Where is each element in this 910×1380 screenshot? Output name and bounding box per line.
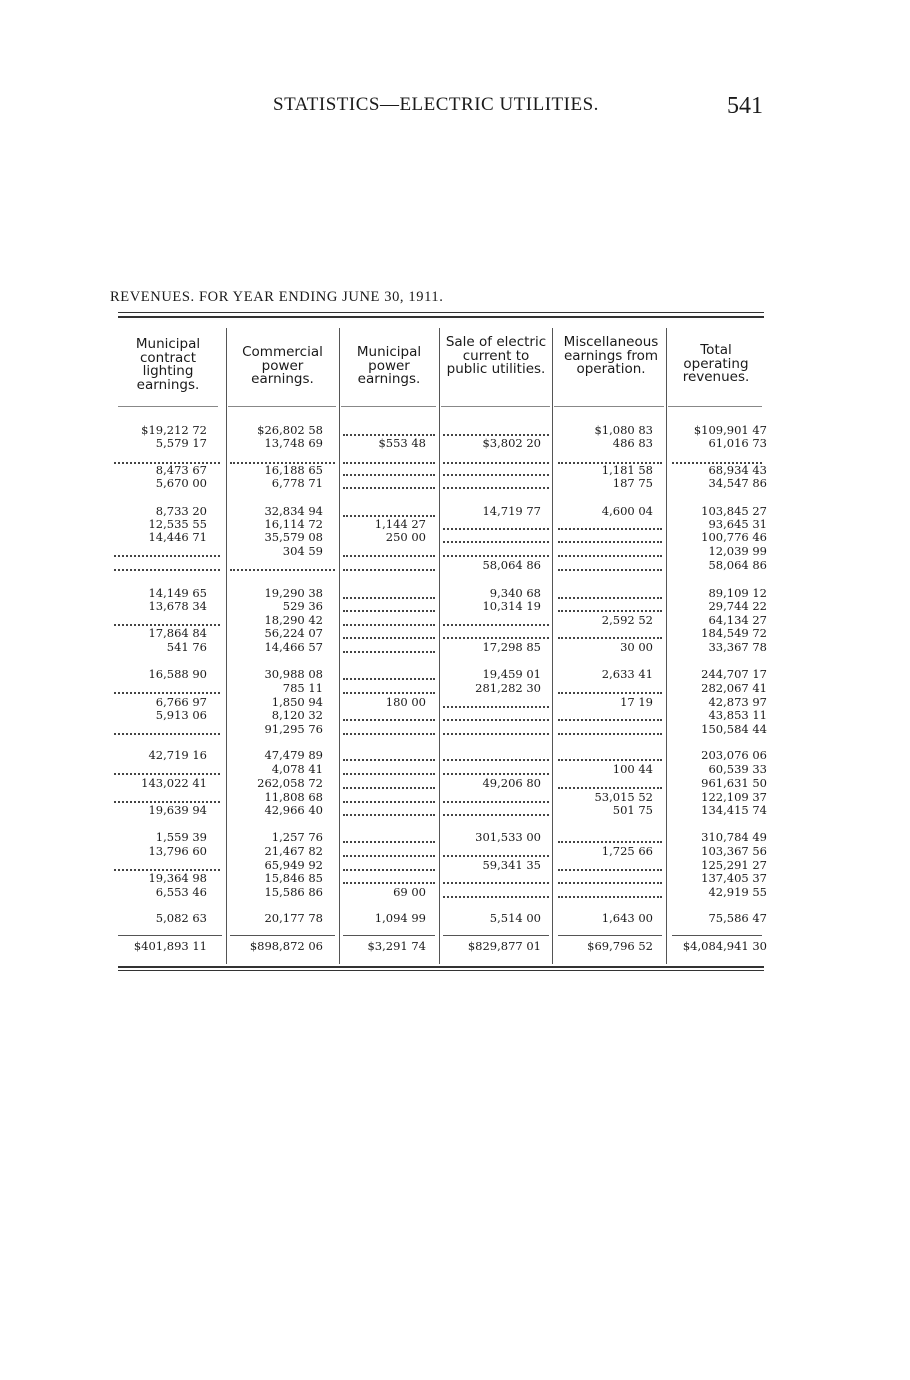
dot-leader — [343, 474, 435, 489]
dot-leader — [343, 801, 435, 816]
dot-leader — [114, 556, 220, 571]
table-cell: 32,834 94 — [264, 504, 323, 518]
table-cell: 529 36 — [282, 599, 323, 613]
table-cell: 13,678 34 — [148, 599, 207, 613]
table-cell: 30,988 08 — [264, 667, 323, 681]
dot-leader — [114, 720, 220, 735]
table-cell: 14,719 77 — [482, 504, 541, 518]
column-header-commercial-power: Commercial power earnings. — [242, 344, 323, 387]
table-cell: 35,579 08 — [264, 530, 323, 544]
column-header-municipal-lighting: Municipal contract lighting earnings. — [135, 336, 201, 393]
table-cell: $26,802 58 — [257, 423, 323, 437]
header-rule — [668, 406, 762, 407]
table-cell: 42,966 40 — [264, 803, 323, 817]
total-cell: $3,291 74 — [367, 939, 426, 953]
table-cell: 65,949 92 — [264, 858, 323, 872]
table-cell: $1,080 83 — [594, 423, 653, 437]
table-top-rule — [118, 312, 764, 313]
table-cell: 11,808 68 — [264, 790, 323, 804]
total-cell: $401,893 11 — [133, 939, 207, 953]
dot-leader — [114, 611, 220, 626]
table-cell: 6,553 46 — [155, 885, 207, 899]
table-cell: 34,547 86 — [708, 476, 767, 490]
dot-leader — [558, 883, 662, 898]
dot-leader — [114, 679, 220, 694]
header-rule — [441, 406, 550, 407]
table-cell: 150,584 44 — [701, 722, 767, 736]
table-cell: 29,744 22 — [708, 599, 767, 613]
table-cell: 53,015 52 — [594, 790, 653, 804]
column-divider — [666, 328, 667, 964]
table-cell: 244,707 17 — [701, 667, 767, 681]
table-cell: 184,549 72 — [701, 626, 767, 640]
table-cell: 961,631 50 — [701, 776, 767, 790]
table-cell: 501 75 — [612, 803, 653, 817]
table-cell: 49,206 80 — [482, 776, 541, 790]
table-cell: 301,533 00 — [475, 830, 541, 844]
totals-rule — [672, 935, 762, 936]
table-cell: 1,257 76 — [271, 830, 323, 844]
table-cell: 1,094 99 — [374, 911, 426, 925]
header-rule — [554, 406, 664, 407]
table-cell: 100,776 46 — [701, 530, 767, 544]
table-cell: 13,796 60 — [148, 844, 207, 858]
table-cell: 4,600 04 — [601, 504, 653, 518]
header-rule — [341, 406, 436, 407]
table-title: REVENUES. FOR YEAR ENDING JUNE 30, 1911. — [110, 289, 444, 305]
header-rule — [118, 406, 218, 407]
dot-leader — [443, 801, 549, 816]
table-cell: 486 83 — [612, 436, 653, 450]
table-cell: 43,853 11 — [708, 708, 767, 722]
table-cell: 137,405 37 — [701, 871, 767, 885]
table-cell: 15,846 85 — [264, 871, 323, 885]
table-cell: 16,114 72 — [264, 517, 323, 531]
dot-leader — [114, 788, 220, 803]
table-cell: 59,341 35 — [482, 858, 541, 872]
table-cell: 19,459 01 — [482, 667, 541, 681]
dot-leader — [114, 856, 220, 871]
table-cell: 8,120 32 — [271, 708, 323, 722]
column-divider — [552, 328, 553, 964]
table-cell: 68,934 43 — [708, 463, 767, 477]
table-cell: 20,177 78 — [264, 911, 323, 925]
column-header-sale-to-utilities: Sale of electric current to public utilities. — [445, 334, 547, 377]
table-cell: 13,748 69 — [264, 436, 323, 450]
dot-leader — [443, 720, 549, 735]
totals-rule — [343, 935, 435, 936]
table-cell: 4,078 41 — [271, 762, 323, 776]
table-cell: 91,295 76 — [264, 722, 323, 736]
total-cell: $829,877 01 — [467, 939, 541, 953]
table-cell: 134,415 74 — [701, 803, 767, 817]
table-cell: 2,633 41 — [601, 667, 653, 681]
table-cell: 17,864 84 — [148, 626, 207, 640]
column-divider — [439, 328, 440, 964]
table-cell: 14,466 57 — [264, 640, 323, 654]
dot-leader — [558, 720, 662, 735]
table-cell: 541 76 — [166, 640, 207, 654]
table-top-rule-thick — [118, 316, 764, 318]
dot-leader — [443, 421, 549, 436]
table-cell: 5,082 63 — [155, 911, 207, 925]
table-cell: 33,367 78 — [708, 640, 767, 654]
dot-leader — [443, 883, 549, 898]
dot-leader — [443, 760, 549, 775]
table-cell: 69 00 — [393, 885, 426, 899]
table-cell: 58,064 86 — [482, 558, 541, 572]
table-cell: 100 44 — [612, 762, 653, 776]
table-bottom-rule — [118, 970, 764, 971]
table-cell: 61,016 73 — [708, 436, 767, 450]
table-cell: 16,188 65 — [264, 463, 323, 477]
table-cell: 42,873 97 — [708, 695, 767, 709]
totals-rule — [230, 935, 335, 936]
dot-leader — [558, 624, 662, 639]
table-cell: 143,022 41 — [141, 776, 207, 790]
table-cell: 21,467 82 — [264, 844, 323, 858]
table-cell: 17 19 — [620, 695, 653, 709]
table-cell: 103,845 27 — [701, 504, 767, 518]
column-divider — [226, 328, 227, 964]
table-cell: 14,446 71 — [148, 530, 207, 544]
table-cell: 89,109 12 — [708, 586, 767, 600]
table-cell: 58,064 86 — [708, 558, 767, 572]
table-cell: 56,224 07 — [264, 626, 323, 640]
dot-leader — [343, 421, 435, 436]
table-cell: 1,144 27 — [374, 517, 426, 531]
table-cell: 5,514 00 — [489, 911, 541, 925]
table-cell: 122,109 37 — [701, 790, 767, 804]
dot-leader — [558, 828, 662, 843]
totals-rule — [118, 935, 222, 936]
table-cell: 785 11 — [282, 681, 323, 695]
table-cell: 5,579 17 — [155, 436, 207, 450]
column-header-total-revenues: Total operating revenues. — [682, 342, 750, 385]
table-cell: 6,778 71 — [271, 476, 323, 490]
table-cell: 19,364 98 — [148, 871, 207, 885]
dot-leader — [558, 556, 662, 571]
table-cell: 14,149 65 — [148, 586, 207, 600]
table-cell: 19,290 38 — [264, 586, 323, 600]
page-number: 541 — [727, 93, 763, 119]
table-cell: 30 00 — [620, 640, 653, 654]
table-cell: 42,719 16 — [148, 748, 207, 762]
table-cell: 281,282 30 — [475, 681, 541, 695]
table-cell: 2,592 52 — [601, 613, 653, 627]
table-cell: 6,766 97 — [155, 695, 207, 709]
table-cell: 17,298 85 — [482, 640, 541, 654]
table-cell: 64,134 27 — [708, 613, 767, 627]
table-cell: $3,802 20 — [482, 436, 541, 450]
table-cell: 60,539 33 — [708, 762, 767, 776]
dot-leader — [343, 720, 435, 735]
table-cell: 1,850 94 — [271, 695, 323, 709]
column-header-miscellaneous: Miscellaneous earnings from operation. — [563, 334, 659, 377]
table-cell: 250 00 — [385, 530, 426, 544]
table-cell: 16,588 90 — [148, 667, 207, 681]
dot-leader — [443, 842, 549, 857]
table-cell: 304 59 — [282, 544, 323, 558]
totals-rule — [558, 935, 662, 936]
table-cell: 19,639 94 — [148, 803, 207, 817]
table-cell: 42,919 55 — [708, 885, 767, 899]
dot-leader — [343, 679, 435, 694]
dot-leader — [230, 556, 335, 571]
column-divider — [339, 328, 340, 964]
dot-leader — [558, 746, 662, 761]
table-cell: 180 00 — [385, 695, 426, 709]
dot-leader — [558, 774, 662, 789]
table-cell: 47,479 89 — [264, 748, 323, 762]
dot-leader — [343, 556, 435, 571]
table-cell: $553 48 — [378, 436, 426, 450]
dot-leader — [443, 474, 549, 489]
table-cell: 1,725 66 — [601, 844, 653, 858]
table-cell: 15,586 86 — [264, 885, 323, 899]
table-cell: 5,913 06 — [155, 708, 207, 722]
total-cell: $4,084,941 30 — [682, 939, 767, 953]
dot-leader — [343, 502, 435, 517]
table-cell: 12,535 55 — [148, 517, 207, 531]
table-cell: 282,067 41 — [701, 681, 767, 695]
dot-leader — [558, 679, 662, 694]
column-header-municipal-power: Municipal power earnings. — [356, 344, 422, 387]
dot-leader — [558, 597, 662, 612]
table-cell: 18,290 42 — [264, 613, 323, 627]
table-cell: $109,901 47 — [693, 423, 767, 437]
table-cell: 1,643 00 — [601, 911, 653, 925]
dot-leader — [343, 869, 435, 884]
dot-leader — [114, 760, 220, 775]
table-cell: 203,076 06 — [701, 748, 767, 762]
table-cell: 8,733 20 — [155, 504, 207, 518]
running-head: STATISTICS—ELECTRIC UTILITIES. — [273, 94, 599, 115]
table-cell: 12,039 99 — [708, 544, 767, 558]
table-cell: 262,058 72 — [257, 776, 323, 790]
dot-leader — [343, 638, 435, 653]
table-cell: 8,473 67 — [155, 463, 207, 477]
totals-rule — [443, 935, 549, 936]
dot-leader — [443, 624, 549, 639]
table-cell: $19,212 72 — [141, 423, 207, 437]
total-cell: $69,796 52 — [587, 939, 653, 953]
total-cell: $898,872 06 — [249, 939, 323, 953]
dot-leader — [443, 542, 549, 557]
table-cell: 125,291 27 — [701, 858, 767, 872]
table-cell: 5,670 00 — [155, 476, 207, 490]
table-cell: 187 75 — [612, 476, 653, 490]
table-cell: 1,559 39 — [155, 830, 207, 844]
table-cell: 310,784 49 — [701, 830, 767, 844]
table-cell: 93,645 31 — [708, 517, 767, 531]
table-cell: 1,181 58 — [601, 463, 653, 477]
header-rule — [228, 406, 336, 407]
table-cell: 10,314 19 — [482, 599, 541, 613]
table-cell: 9,340 68 — [489, 586, 541, 600]
table-cell: 103,367 56 — [701, 844, 767, 858]
table-bottom-rule-thick — [118, 966, 764, 968]
table-cell: 75,586 47 — [708, 911, 767, 925]
